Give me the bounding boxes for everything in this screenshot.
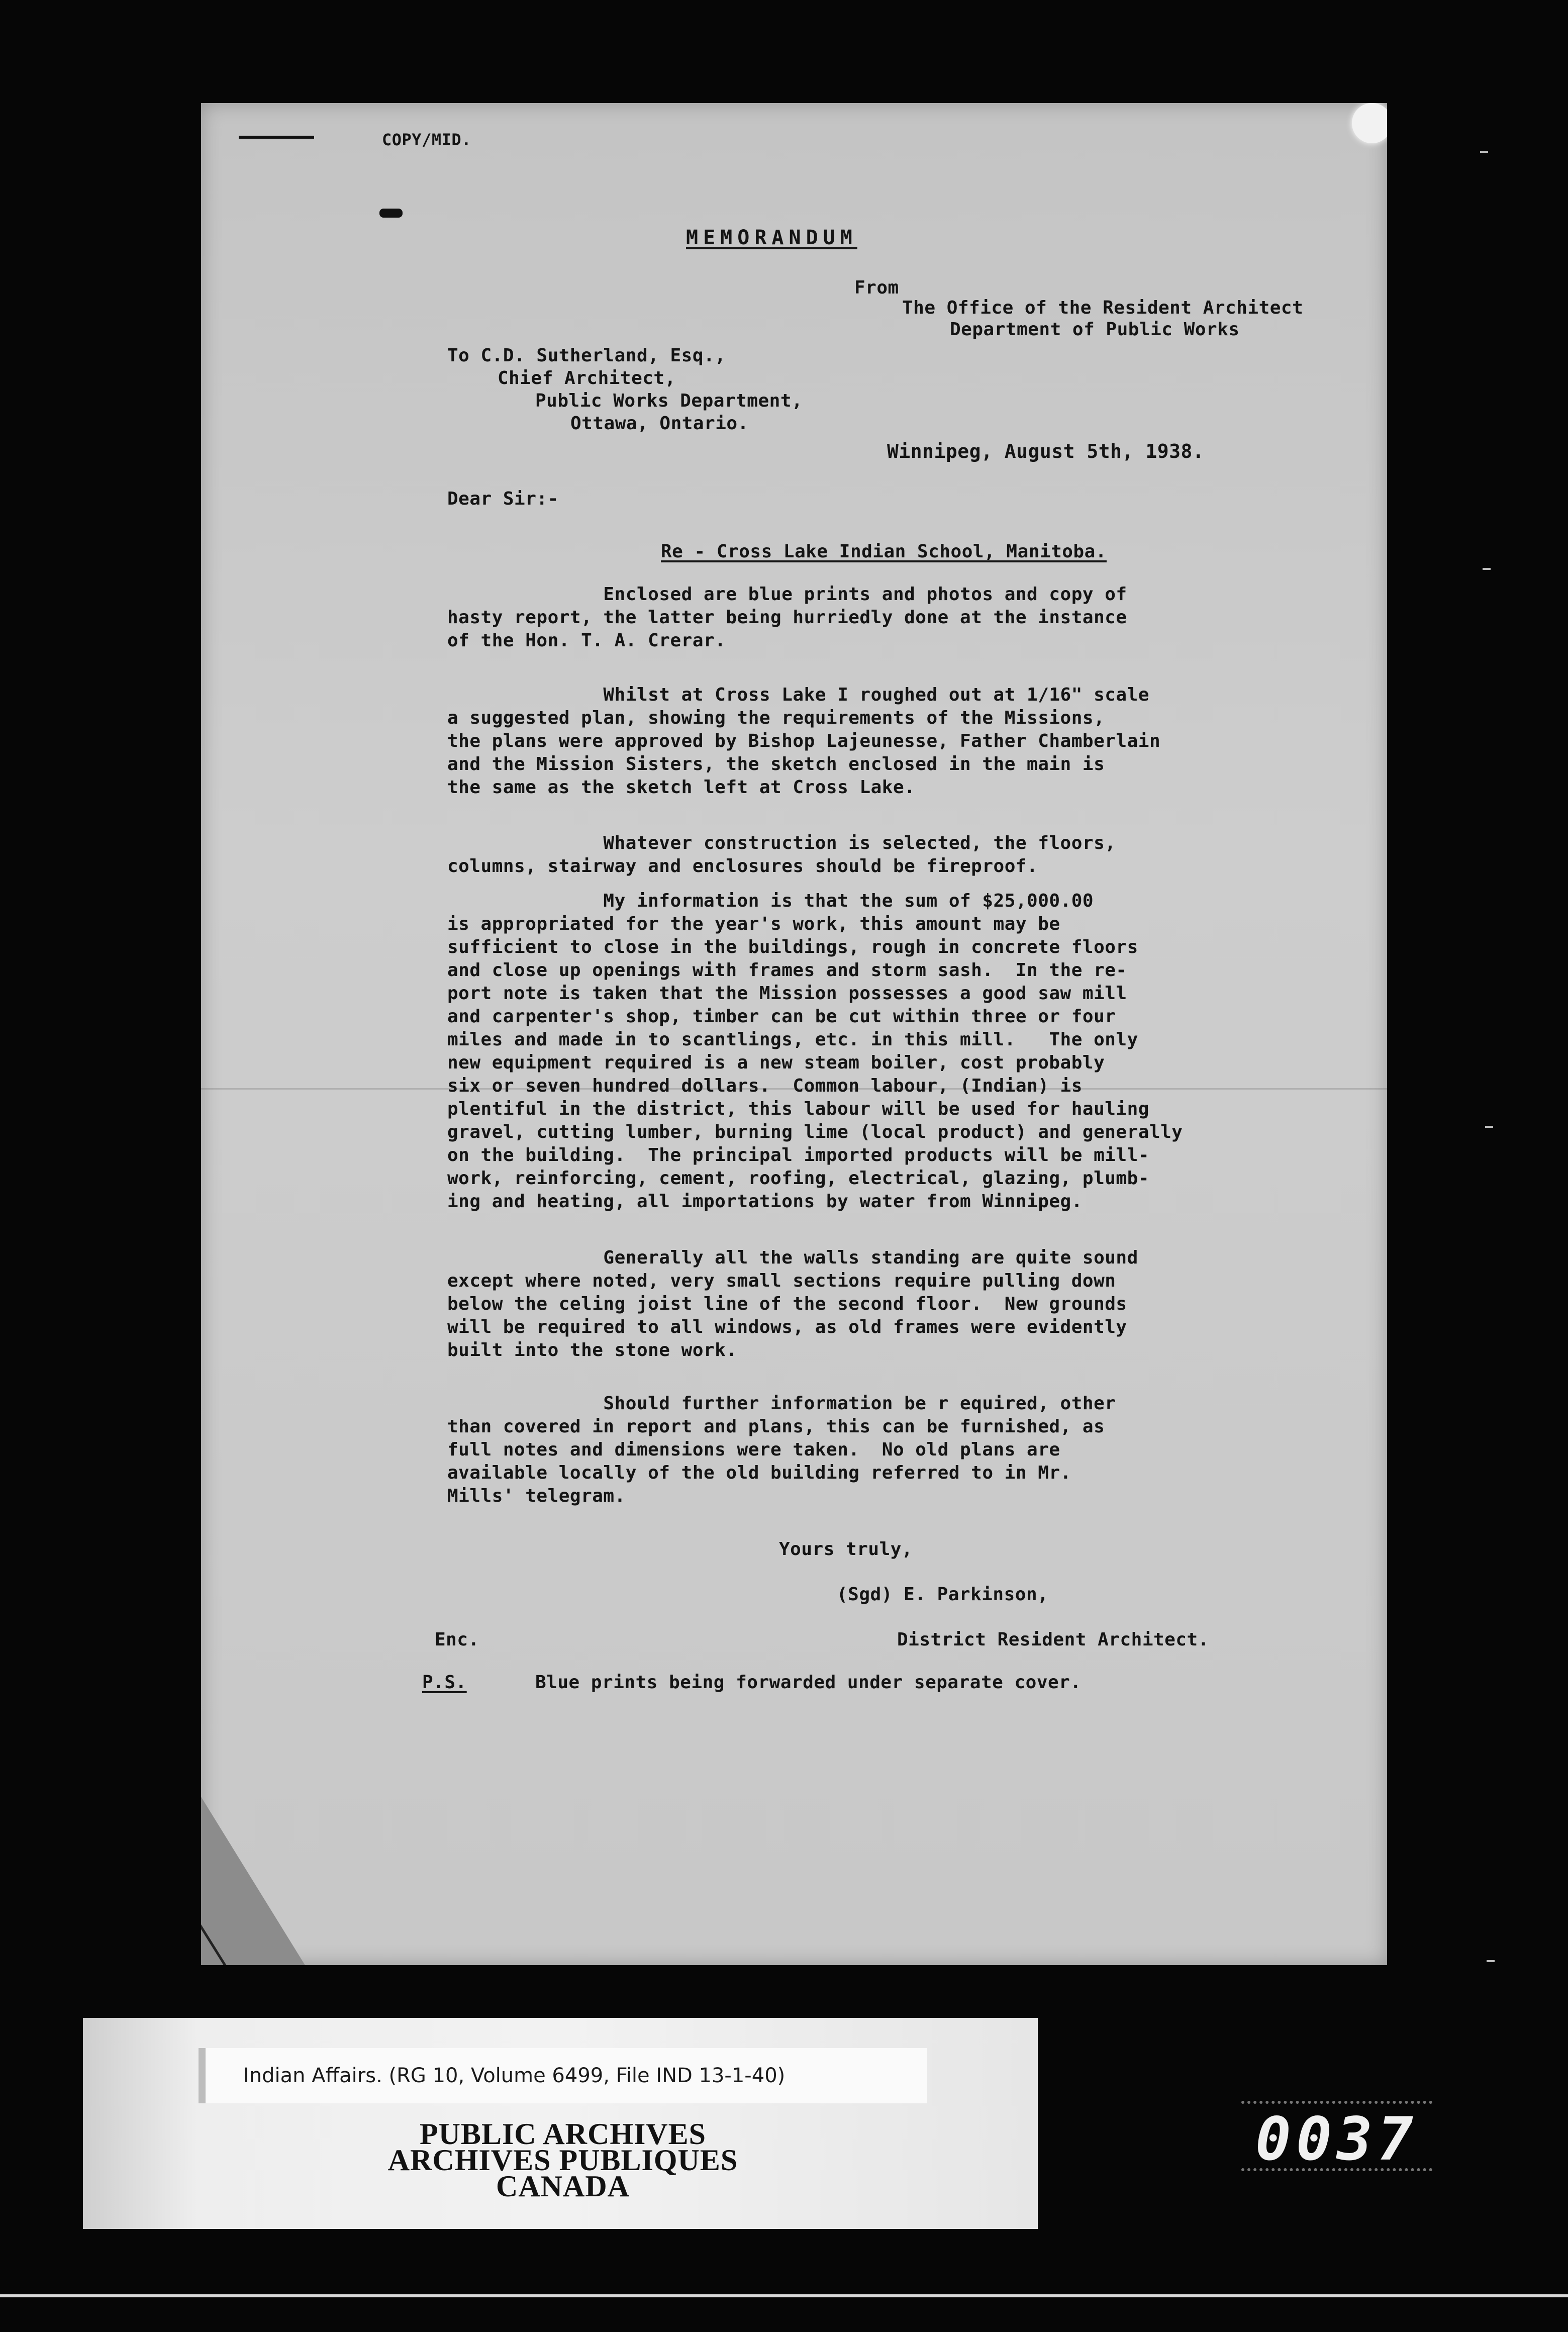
closing: Yours truly, xyxy=(779,1539,913,1560)
stamp-line-2: ARCHIVES PUBLIQUES xyxy=(387,2144,738,2177)
signer-title: District Resident Architect. xyxy=(897,1629,1209,1650)
archive-label xyxy=(83,2018,1038,2229)
paragraph-enclosures: Enclosed are blue prints and photos and copy of hasty report, the latter being hurriedly done at the instance of the Hon. T. A. Crerar. xyxy=(447,584,1127,651)
memo-heading: MEMORANDUM xyxy=(686,226,857,249)
from-label: From xyxy=(854,277,899,298)
addressee-title: Chief Architect, xyxy=(498,368,676,388)
frame-number: 0037 xyxy=(1241,2101,1432,2171)
stamp-line-1: PUBLIC ARCHIVES xyxy=(419,2117,707,2151)
subject-line: Re - Cross Lake Indian School, Manitoba. xyxy=(661,541,1107,562)
film-edge-tick xyxy=(1485,1126,1493,1128)
paragraph-fireproof: Whatever construction is selected, the floors, columns, stairway and enclosures should be fireproof. xyxy=(447,833,1116,877)
from-department: Department of Public Works xyxy=(950,319,1240,340)
signature: (Sgd) E. Parkinson, xyxy=(837,1584,1049,1605)
paragraph-budget: My information is that the sum of $25,000.00 is appropriated for the year's work, this amount may be sufficient to close in the buildings, rough in concrete floors and close up openings with frames and storm sash. In the re- port note is taken that the Mission possesses a good saw mill and carpenter's shop, timber can be cut within three or four miles and made in to scantlings, etc. in this mill. The only new equipment required is a new steam boiler, cost probably six or seven hundred dollars. Common labour, (Indian) is plentiful in the district, this labour will be used for hauling gravel, cutting lumber, burning lime (local product) and generally on the building. The principal imported products will be mill- work, reinforcing, cement, roofing, electrical, glazing, plumb- ing and heating, all importations by water from Winnipeg. xyxy=(447,891,1183,1212)
memorandum-page xyxy=(201,103,1387,1965)
archive-source: Indian Affairs. (RG 10, Volume 6499, File IND 13-1-40) xyxy=(199,2048,927,2103)
archive-stamp xyxy=(364,2117,761,2203)
film-edge-tick xyxy=(1487,1960,1495,1962)
salutation: Dear Sir:- xyxy=(447,489,559,509)
film-bottom-edge xyxy=(0,2294,1568,2297)
postscript-label: P.S. xyxy=(422,1672,467,1693)
paragraph-walls: Generally all the walls standing are quite sound except where noted, very small sections require pulling down below the celing joist line of the second floor. New grounds will be required to all windows, as old frames were evidently built into the stone work. xyxy=(447,1247,1138,1361)
stamp-line-3: CANADA xyxy=(496,2170,630,2203)
postscript-text: Blue prints being forwarded under separate cover. xyxy=(535,1672,1082,1693)
enclosure-note: Enc. xyxy=(435,1629,479,1650)
ink-blot xyxy=(379,209,403,218)
film-edge-tick xyxy=(1480,151,1488,153)
addressee-department: Public Works Department, xyxy=(535,391,803,411)
paragraph-further-info: Should further information be r equired, other than covered in report and plans, this can be furnished, as full notes and dimensions were taken. No old plans are available locally of the old building referred to in Mr. Mills' telegram. xyxy=(447,1393,1116,1506)
addressee-name: To C.D. Sutherland, Esq., xyxy=(447,345,726,366)
addressee-city: Ottawa, Ontario. xyxy=(570,413,749,434)
from-office: The Office of the Resident Architect xyxy=(902,298,1304,318)
date-line: Winnipeg, August 5th, 1938. xyxy=(887,440,1205,462)
film-edge-tick xyxy=(1483,568,1491,570)
paragraph-plan: Whilst at Cross Lake I roughed out at 1/16" scale a suggested plan, showing the requirements of the Missions, the plans were approved by Bishop Lajeunesse, Father Chamberlain and the Mission Sisters, the sketch enclosed in the main is the same as the sketch left at Cross Lake. xyxy=(447,685,1161,798)
copy-mark: COPY/MID. xyxy=(382,130,471,149)
binder-mark xyxy=(239,136,314,139)
folded-corner xyxy=(201,1797,307,1965)
hole-punch xyxy=(1352,103,1387,143)
